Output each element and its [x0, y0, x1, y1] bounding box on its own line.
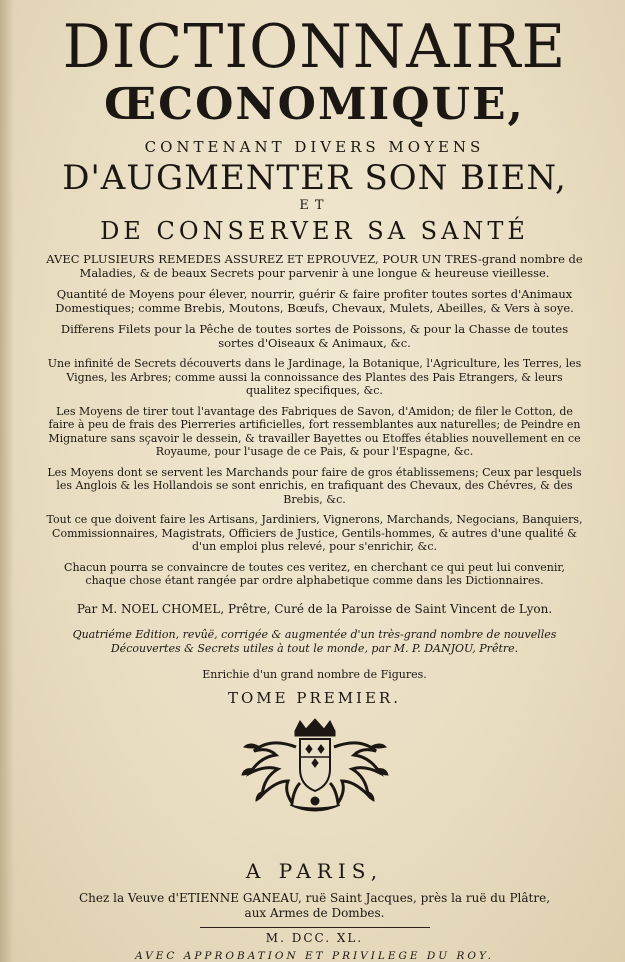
paragraph-marchands: Les Moyens dont se servent les Marchands pour faire de gros établissemens; Ceux par lesquels les Anglois & les Hollandois se sont enrichis, en trafiquant des Chevaux, des Chévres, & des Brebis, &c. [47, 465, 582, 506]
title-line-augmenter: D'AUGMENTER SON BIEN, [62, 158, 567, 198]
paragraph-filets: Differens Filets pour la Pêche de toutes sortes de Poissons, & pour la Chasse de toutes sortes d'Oiseaux & Animaux, &c. [60, 322, 569, 350]
paragraph-fabriques: Les Moyens de tirer tout l'avantage des Fabriques de Savon, d'Amidon; de filer le Cotton, de faire à peu de frais des Pierreries artificielles, fort ressemblantes aux naturelles; de Peindre en Mignature sans sçavoir le dessein, & travailler Bayettes ou Etoffes établies nouvellement en ce Royaume, pour l'usage de ce Pais, & pour l'Espagne, &c. [48, 404, 581, 458]
title-block [44, 14, 585, 245]
page-fold-shadow [0, 0, 14, 962]
paragraph-secrets: Une infinité de Secrets découverts dans le Jardinage, la Botanique, l'Agriculture, les Terres, les Vignes, les Arbres; comme aussi la connoissance des Plantes des Pais Etrangers, & leurs qualitez specifiques, &c. [47, 357, 582, 397]
title-line-contenant: CONTENANT DIVERS MOYENS [144, 138, 485, 156]
title-line-dictionnaire: DICTIONNAIRE [62, 12, 567, 82]
title-line-oeconomique: ŒCONOMIQUE, [104, 79, 525, 130]
imprint-rule [200, 927, 430, 928]
imprint-publisher-line2: aux Armes de Dombes. [244, 905, 385, 920]
figures-line: Enrichie d'un grand nombre de Figures. [202, 667, 427, 681]
imprint-city: A PARIS, [245, 858, 384, 883]
title-line-conserver: DE CONSERVER SA SANTÉ [100, 217, 529, 245]
title-line-et: ET [299, 198, 330, 213]
tome-line: TOME PREMIER. [227, 688, 401, 707]
author-line: Par M. NOEL CHOMEL, Prêtre, Curé de la Paroisse de Saint Vincent de Lyon. [76, 601, 553, 616]
edition-line: Quatriéme Edition, revûë, corrigée & augmentée d'un très-grand nombre de nouvelles Découvertes & Secrets utiles à tout le monde, par M. P. DANJOU, Prêtre. [72, 627, 557, 655]
paragraph-chacun: Chacun pourra se convaincre de toutes ces veritez, en cherchant ce qui peut lui convenir, chaque chose étant rangée par ordre alphabetique comme dans les Dictionnaires. [64, 560, 565, 587]
paragraph-artisans: Tout ce que doivent faire les Artisans, Jardiniers, Vignerons, Marchands, Negocians, Banquiers, Commissionnaires, Magistrats, Officiers de Justice, Gentils-hommes, & autres d'une qualité & d'un emploi plus relevé, pour s'enrichir, &c. [46, 513, 583, 553]
royal-arms-emblem-icon [240, 717, 390, 821]
imprint-publisher [44, 891, 585, 921]
paragraph-animaux: Quantité de Moyens pour élever, nourrir, guérir & faire profiter toutes sortes d'Animaux Domestiques; comme Brebis, Moutons, Bœufs, Chevaux, Mulets, Abeilles, & Vers à soye. [55, 287, 574, 315]
imprint-publisher-line1: Chez la Veuve d'ETIENNE GANEAU, ruë Saint Jacques, près la ruë du Plâtre, [78, 890, 551, 905]
imprint-date: M. DCC. XL. [265, 930, 364, 945]
paragraph-remedes: AVEC PLUSIEURS REMEDES ASSUREZ ET EPROUVEZ, POUR UN TRES-grand nombre de Maladies, & de beaux Secrets pour parvenir à une longue & heureuse vieillesse. [46, 252, 583, 280]
imprint-approbation: AVEC APPROBATION ET PRIVILEGE DU ROY. [135, 949, 494, 962]
